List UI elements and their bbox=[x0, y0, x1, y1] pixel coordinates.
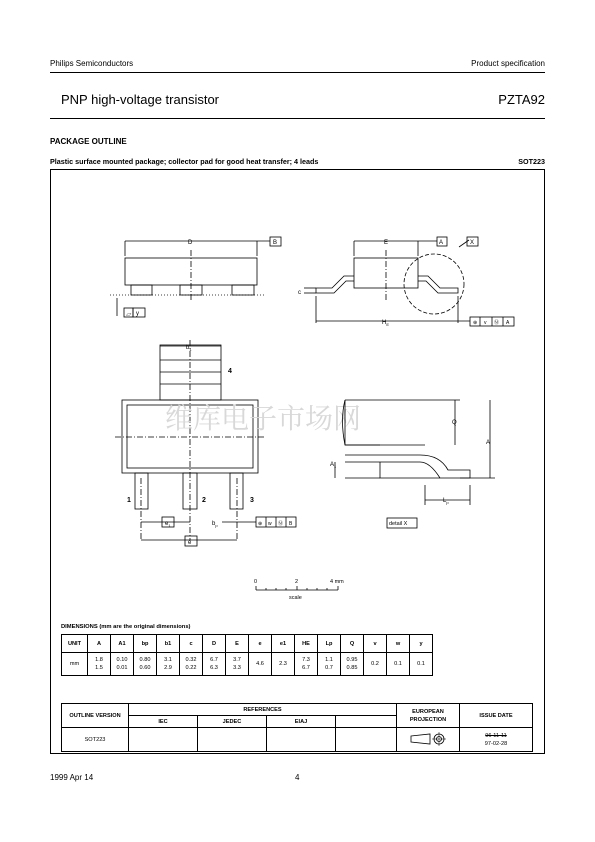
scale-tick-2: 2 bbox=[295, 579, 299, 585]
col-HE: HE bbox=[295, 635, 318, 653]
dim-label-e: e bbox=[188, 540, 192, 546]
issue-date-header: ISSUE DATE bbox=[460, 704, 533, 728]
page-number: 4 bbox=[295, 773, 300, 782]
blank-ref-header bbox=[336, 716, 397, 728]
col-c: c bbox=[180, 635, 203, 653]
cell-e: 4.6 bbox=[249, 653, 272, 676]
col-Lp: Lp bbox=[318, 635, 341, 653]
product-title: PNP high-voltage transistor bbox=[61, 92, 220, 107]
col-Q: Q bbox=[341, 635, 364, 653]
col-unit: UNIT bbox=[62, 635, 88, 653]
datum-A-side: A bbox=[439, 240, 444, 246]
col-w: w bbox=[387, 635, 410, 653]
detail-x-label: detail X bbox=[389, 521, 408, 527]
cell-E: 3.7 3.3 bbox=[226, 653, 249, 676]
package-description: Plastic surface mounted package; collector pad for good heat transfer; 4 leads bbox=[50, 157, 319, 166]
col-e: e bbox=[249, 635, 272, 653]
dim-label-b1: $b_1$ bbox=[186, 345, 192, 352]
dim-label-y: y bbox=[136, 311, 139, 317]
tolerance-w: w bbox=[268, 521, 272, 527]
cell-b1: 3.1 2.9 bbox=[157, 653, 180, 676]
dim-label-A: A bbox=[486, 440, 491, 446]
datum-B-top: B bbox=[273, 240, 278, 246]
cell-c: 0.32 0.22 bbox=[180, 653, 203, 676]
cell-D: 6.7 6.3 bbox=[203, 653, 226, 676]
dim-label-D: D bbox=[188, 240, 193, 246]
col-bp: bp bbox=[134, 635, 157, 653]
iec-value bbox=[129, 728, 198, 752]
watermark: 维库电子市场网 bbox=[165, 403, 362, 434]
european-projection-header: EUROPEAN PROJECTION bbox=[397, 704, 460, 728]
svg-text:⊕: ⊕ bbox=[473, 320, 478, 326]
references-header: REFERENCES bbox=[129, 704, 397, 716]
cell-A: 1.8 1.5 bbox=[88, 653, 111, 676]
iec-header: IEC bbox=[129, 716, 198, 728]
eiaj-header: EIAJ bbox=[267, 716, 336, 728]
company-name: Philips Semiconductors bbox=[50, 59, 134, 68]
footer-date: 1999 Apr 14 bbox=[50, 773, 94, 782]
cell-Q: 0.95 0.85 bbox=[341, 653, 364, 676]
dim-label-A1: $A_1$ bbox=[330, 462, 337, 469]
cell-HE: 7.3 6.7 bbox=[295, 653, 318, 676]
tolerance-v: v bbox=[484, 320, 487, 326]
dim-label-Q: Q bbox=[452, 420, 457, 426]
issue-date-current: 97-02-28 bbox=[484, 740, 508, 747]
jedec-header: JEDEC bbox=[198, 716, 267, 728]
datum-B-tol: B bbox=[289, 521, 293, 527]
scale-label: scale bbox=[289, 595, 302, 601]
lead-1-label: 1 bbox=[127, 497, 131, 504]
svg-text:Ⓜ: Ⓜ bbox=[278, 521, 284, 527]
cell-unit: mm bbox=[62, 653, 88, 676]
cell-bp: 0.80 0.60 bbox=[134, 653, 157, 676]
projection-symbol-icon bbox=[397, 728, 460, 752]
eiaj-value bbox=[267, 728, 336, 752]
col-y: y bbox=[410, 635, 433, 653]
lead-4-label: 4 bbox=[228, 368, 232, 375]
svg-text:⏥: ⏥ bbox=[126, 312, 131, 318]
outline-version-header: OUTLINE VERSION bbox=[62, 704, 129, 728]
cell-w: 0.1 bbox=[387, 653, 410, 676]
blank-ref-value bbox=[336, 728, 397, 752]
outline-version-value: SOT223 bbox=[62, 728, 129, 752]
dimensions-header-row bbox=[62, 635, 433, 653]
col-D: D bbox=[203, 635, 226, 653]
scale-tick-4: 4 mm bbox=[330, 579, 344, 585]
col-v: v bbox=[364, 635, 387, 653]
svg-text:Ⓜ: Ⓜ bbox=[494, 320, 500, 326]
issue-date-value bbox=[460, 728, 533, 752]
scale-tick-0: 0 bbox=[254, 579, 258, 585]
dim-label-c: c bbox=[298, 290, 301, 296]
dim-label-bp: $b_p$ bbox=[212, 521, 218, 528]
cell-A1: 0.10 0.01 bbox=[111, 653, 134, 676]
jedec-value bbox=[198, 728, 267, 752]
dimensions-value-row bbox=[62, 653, 433, 676]
dim-label-Lp: $L_p$ bbox=[443, 498, 449, 505]
detail-marker-X: X bbox=[470, 240, 475, 246]
dimensions-caption: DIMENSIONS (mm are the original dimensions) bbox=[61, 624, 191, 630]
cell-Lp: 1.1 0.7 bbox=[318, 653, 341, 676]
col-b1: b1 bbox=[157, 635, 180, 653]
lead-2-label: 2 bbox=[202, 497, 206, 504]
col-A: A bbox=[88, 635, 111, 653]
col-E: E bbox=[226, 635, 249, 653]
dim-label-HE: $H_E$ bbox=[382, 320, 390, 327]
section-title: PACKAGE OUTLINE bbox=[50, 137, 127, 146]
cell-e1: 2.3 bbox=[272, 653, 295, 676]
package-code: SOT223 bbox=[518, 157, 545, 166]
col-A1: A1 bbox=[111, 635, 134, 653]
dim-label-E: E bbox=[384, 240, 389, 246]
dim-label-e1: $e_1$ bbox=[165, 521, 171, 528]
lead-3-label: 3 bbox=[250, 497, 254, 504]
issue-date-old: 96-11-11 bbox=[485, 732, 507, 739]
dimensions-table bbox=[61, 634, 433, 676]
part-number: PZTA92 bbox=[498, 92, 545, 107]
datum-A-tol: A bbox=[506, 320, 510, 326]
svg-text:⊕: ⊕ bbox=[258, 521, 263, 527]
col-e1: e1 bbox=[272, 635, 295, 653]
cell-v: 0.2 bbox=[364, 653, 387, 676]
references-table bbox=[61, 703, 533, 752]
document-type: Product specification bbox=[471, 59, 545, 68]
cell-y: 0.1 bbox=[410, 653, 433, 676]
